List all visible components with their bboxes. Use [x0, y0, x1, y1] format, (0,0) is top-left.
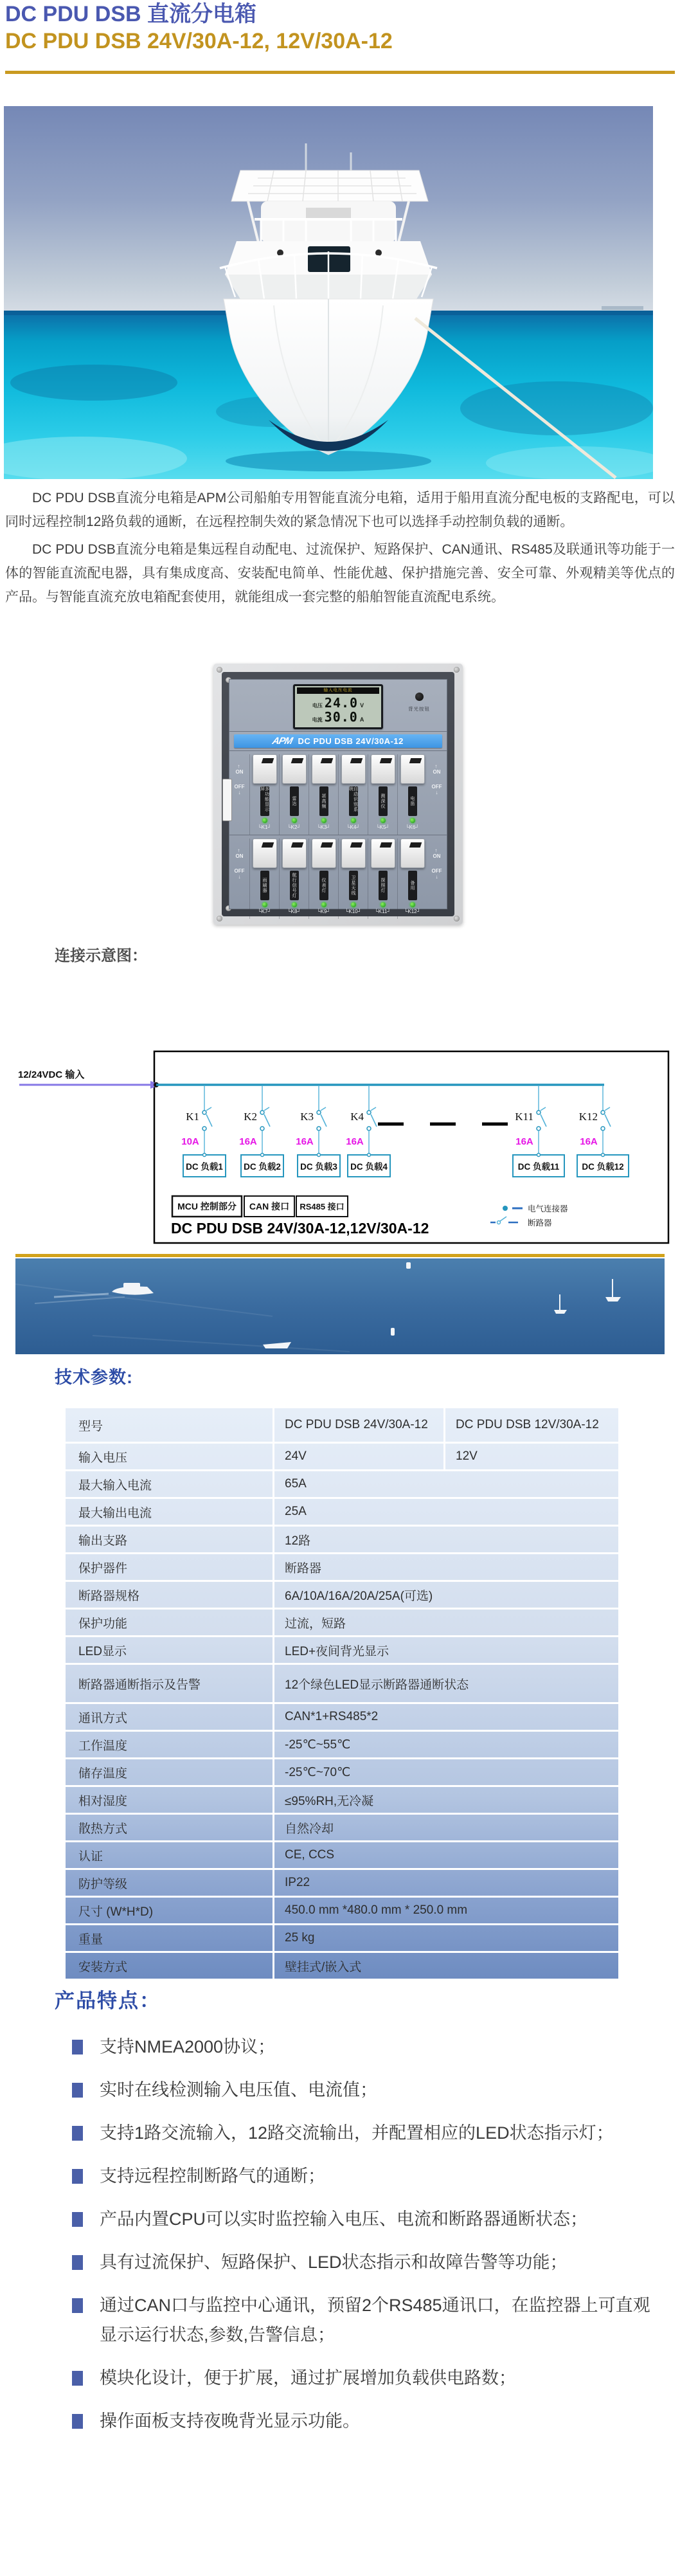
bullet-square-icon [72, 2040, 83, 2054]
diagram-channels [181, 1085, 629, 1177]
connector-icon [318, 1154, 321, 1157]
bullet-square-icon [72, 2414, 83, 2429]
feature-text: 支持远程控制断路气的通断； [100, 2166, 325, 2186]
breaker-switch [341, 839, 366, 868]
breaker-row-1 [229, 750, 447, 835]
breaker-handle-icon [320, 758, 333, 763]
breaker-label-plate [408, 786, 417, 816]
connector-icon [503, 1206, 508, 1211]
feature-item [72, 2290, 657, 2350]
breaker-cell [279, 839, 309, 919]
connector-icon [317, 1127, 321, 1130]
spec-label: 储存温度 [66, 1759, 274, 1785]
lcd-current-label: 电流 [312, 717, 323, 723]
breaker-handle-icon [350, 842, 362, 848]
breaker-icon [206, 1114, 212, 1127]
breaker-handle-icon [320, 842, 333, 848]
intro-section [5, 486, 675, 609]
hero-boat-photo [4, 106, 653, 479]
panel-face [229, 679, 447, 914]
table-row [66, 1471, 618, 1499]
spec-label: 输出支路 [66, 1527, 274, 1552]
breaker-switch [400, 754, 425, 784]
spec-label: 认证 [66, 1842, 274, 1868]
spec-label: 最大输入电流 [66, 1471, 274, 1497]
breaker-switch [282, 839, 307, 868]
breaker-led [410, 902, 415, 907]
feature-text: 支持1路交流输入，12路交流输出，并配置相应的LED状态指示灯； [100, 2123, 614, 2143]
screw-icon [454, 667, 460, 673]
features-list [72, 2032, 657, 2449]
spec-value: DC PDU DSB 12V/30A-12 [456, 1418, 599, 1431]
header [5, 1, 675, 55]
spec-label: 最大输出电流 [66, 1499, 274, 1525]
feature-text: 支持NMEA2000协议； [100, 2037, 276, 2056]
breaker-label-plate [319, 871, 328, 900]
breaker-icon [497, 1221, 501, 1224]
spec-label: 保护器件 [66, 1554, 274, 1580]
breaker-row-2 [229, 835, 447, 919]
breaker-icon-blade [500, 1217, 506, 1221]
table-row [66, 1759, 618, 1787]
load-box-label: DC 负载11 [517, 1162, 560, 1172]
spec-label: 散热方式 [66, 1815, 274, 1840]
breaker-label-plate [260, 786, 269, 816]
channel-k-label: K4 [350, 1111, 364, 1123]
breaker-cells [249, 839, 427, 919]
breaker-icon [371, 1114, 377, 1127]
breaker-k-label: └K8┘ [287, 909, 301, 914]
spec-label: 相对湿度 [66, 1787, 274, 1813]
breaker-contact-tick [605, 1107, 610, 1111]
off-label: OFF ↓ [234, 784, 245, 795]
panel-display-zone [229, 680, 447, 732]
legend-breaker-label: 断路器 [528, 1219, 552, 1228]
breaker-k-label: └K2┘ [287, 824, 301, 830]
off-label: OFF ↓ [234, 868, 245, 880]
breaker-load-name: 雷达 [292, 796, 296, 806]
breaker-led [380, 818, 386, 823]
connector-icon [261, 1154, 264, 1157]
intro-paragraph-1: DC PDU DSB直流分电箱是APM公司船舶专用智能直流分电箱，适用于船用直流分配电板的支路配电，可以同时远程控制12路负载的通断，在远程控制失效的紧急情况下也可以选择手动控制负载的通断。 [5, 491, 675, 529]
breaker-led [410, 818, 415, 823]
backlight-button-icon [415, 693, 424, 701]
spec-label: 防护等级 [66, 1870, 274, 1896]
spec-value: 12路 [285, 1534, 311, 1548]
spec-label: 断路器规格 [66, 1582, 274, 1608]
breaker-handle-icon [409, 842, 422, 848]
on-label: ↑ ON [235, 763, 244, 775]
load-box-label: DC 负载3 [300, 1162, 337, 1172]
brand-logo: APM [271, 736, 294, 747]
boat-photo-illustration [4, 106, 653, 479]
features-heading: 产品特点： [55, 1990, 161, 2012]
breaker-k-label: └K10┘ [344, 909, 362, 914]
table-row [66, 1704, 618, 1732]
table-row [66, 1582, 618, 1610]
breaker-icon [321, 1114, 327, 1127]
table-row [66, 1499, 618, 1527]
lcd-voltage-value: 24.0 [324, 695, 359, 711]
panel-handle-slot [222, 779, 232, 821]
lcd-voltage-unit: V [360, 702, 364, 709]
breaker-switch [400, 839, 425, 868]
spec-label: 尺寸 (W*H*D) [66, 1898, 274, 1923]
connector-icon [260, 1111, 264, 1114]
breaker-load-name: 卫星天线 [351, 875, 355, 896]
on-off-side-labels [229, 754, 249, 835]
breaker-k-label: └K12┘ [404, 909, 421, 914]
breaker-k-label: └K1┘ [257, 824, 272, 830]
connector-icon [260, 1127, 264, 1130]
breaker-icon [541, 1114, 546, 1127]
table-row [66, 1787, 618, 1815]
spec-value: -25℃~55℃ [285, 1737, 351, 1752]
connector-icon [367, 1127, 371, 1130]
spec-value: 24V [274, 1444, 445, 1469]
breaker-handle-icon [291, 758, 303, 763]
feature-item [72, 2118, 657, 2148]
breaker-load-name: 雨刷器 [262, 878, 267, 893]
breaker-label-plate [319, 786, 328, 816]
breaker-k-label: └K9┘ [316, 909, 331, 914]
breaker-contact-tick [541, 1107, 546, 1111]
on-label: ↑ ON [235, 848, 244, 859]
breaker-switch [371, 839, 395, 868]
feature-text: 操作面板支持夜晚背光显示功能。 [100, 2411, 360, 2431]
breaker-icon [264, 1114, 270, 1127]
spec-value: DC PDU DSB 24V/30A-12 [274, 1408, 445, 1442]
connector-icon [202, 1127, 206, 1130]
spec-value: 壁挂式/嵌入式 [285, 1960, 362, 1974]
breaker-switch [371, 754, 395, 784]
breaker-switch [312, 754, 336, 784]
breaker-handle-icon [379, 758, 392, 763]
connector-icon [202, 1111, 206, 1114]
feature-item [72, 2363, 657, 2393]
breaker-switch [282, 754, 307, 784]
spec-value: 65A [285, 1477, 307, 1491]
off-label: OFF ↓ [431, 868, 442, 880]
screw-icon [217, 916, 222, 921]
spec-label: 通讯方式 [66, 1704, 274, 1730]
feature-text: 具有过流保护、短路保护、LED状态指示和故障告警等功能； [100, 2253, 568, 2272]
spec-value: 12个绿色LED显示断路器通断状态 [285, 1678, 469, 1692]
table-row [66, 1925, 618, 1953]
channel-rating-label: 16A [515, 1136, 533, 1147]
table-row [66, 1610, 618, 1637]
feature-text: 实时在线检测输入电压值、电流值； [100, 2080, 377, 2100]
spec-label: 安装方式 [66, 1953, 274, 1979]
connector-icon [537, 1111, 541, 1114]
table-row [66, 1665, 618, 1704]
channel-rating-label: 16A [296, 1136, 314, 1147]
breaker-label-plate [290, 786, 299, 816]
panel-outer-frame [213, 664, 463, 925]
screw-icon [217, 667, 222, 673]
spec-value: 6A/10A/16A/20A/25A(可选) [285, 1589, 433, 1603]
backlight-button-label: 背光按钮 [408, 706, 430, 712]
lcd-current-unit: A [359, 716, 364, 723]
feature-item [72, 2406, 657, 2436]
off-label: OFF ↓ [431, 784, 442, 795]
sea-illustration [15, 1258, 665, 1354]
breaker-load-name: 探照灯 [380, 878, 385, 893]
on-off-side-labels [427, 839, 447, 919]
connector-icon [601, 1127, 605, 1130]
breaker-handle-icon [261, 758, 274, 763]
spec-label: 工作温度 [66, 1732, 274, 1757]
breaker-k-label: └K4┘ [346, 824, 361, 830]
table-row [66, 1637, 618, 1665]
sea-banner-photo [15, 1258, 665, 1354]
spec-label: 断路器通断指示及告警 [66, 1665, 274, 1702]
lcd-voltage-label: 电压 [312, 703, 323, 709]
breaker-load-name: 甚高频 [321, 794, 326, 809]
page-title: DC PDU DSB 直流分电箱 [5, 2, 257, 26]
breaker-label-plate [379, 786, 388, 816]
breaker-switch [341, 754, 366, 784]
on-label: ↑ ON [433, 763, 441, 775]
breaker-icon [605, 1114, 611, 1127]
diagram-caption: 连接示意图： [55, 947, 147, 965]
spec-value: CAN*1+RS485*2 [285, 1710, 379, 1723]
breaker-cell [249, 754, 279, 835]
breaker-contact-tick [206, 1107, 211, 1111]
can-module-label: CAN 接口 [249, 1201, 290, 1211]
spec-table [66, 1408, 618, 1979]
breaker-load-name: 备用 [410, 880, 415, 891]
table-row [66, 1842, 618, 1870]
on-off-side-labels [229, 839, 249, 919]
breaker-led [262, 818, 267, 823]
table-row [66, 1870, 618, 1898]
breaker-label-plate [260, 871, 269, 900]
breaker-cell [368, 754, 397, 835]
breaker-k-label: └K11┘ [375, 909, 391, 914]
breaker-cell [368, 839, 397, 919]
load-box-label: DC 负载2 [244, 1162, 281, 1172]
page-subtitle: DC PDU DSB 24V/30A-12, 12V/30A-12 [5, 29, 393, 53]
breaker-handle-icon [261, 842, 274, 848]
channel-k-label: K12 [578, 1111, 598, 1123]
spec-value: CE, CCS [285, 1848, 335, 1862]
connection-diagram [0, 1048, 680, 1254]
connector-icon [203, 1154, 206, 1157]
table-row [66, 1554, 618, 1582]
load-box-label: DC 负载12 [582, 1162, 624, 1172]
channel-k-label: K2 [244, 1111, 257, 1123]
breaker-led [321, 818, 327, 823]
mcu-module-label: MCU 控制部分 [177, 1201, 237, 1211]
load-box-label: DC 负载1 [186, 1162, 223, 1172]
breaker-contact-tick [371, 1107, 376, 1111]
breaker-led [321, 902, 327, 907]
diagram-legend [490, 1204, 568, 1228]
breaker-label-plate [408, 871, 417, 900]
breaker-cell [309, 754, 338, 835]
spec-label: 型号 [66, 1408, 274, 1442]
breaker-load-name: 多功能显示屏 [260, 786, 269, 812]
channel-k-label: K1 [186, 1111, 199, 1123]
breaker-k-label: └K6┘ [405, 824, 420, 830]
spec-value: 过流，短路 [285, 1617, 346, 1631]
panel-bezel [222, 672, 454, 916]
channel-k-label: K3 [300, 1111, 314, 1123]
spec-value: 25 kg [285, 1931, 315, 1945]
spec-value: 450.0 mm *480.0 mm * 250.0 mm [285, 1903, 468, 1917]
breaker-led [351, 902, 356, 907]
lcd-header-label: 输入电压电流 [297, 687, 379, 694]
breaker-handle-icon [409, 758, 422, 763]
spec-value: 25A [285, 1505, 307, 1518]
breaker-led [292, 818, 297, 823]
breaker-load-name: 仪表灯 [321, 878, 326, 893]
intro-paragraph-2: DC PDU DSB直流分电箱是集远程自动配电、过流保护、短路保护、CAN通讯、RS485及联通讯等功能于一体的智能直流配电器，具有集成度高、安装配电简单、性能优越、保护措施完善、安全可靠、外观精美等优点的产品。与智能直流充放电箱配套使用，就能组成一套完整的船舶智能直流配电系统。 [5, 542, 675, 604]
spec-value: IP22 [285, 1876, 310, 1889]
diagram-title: DC PDU DSB 24V/30A-12,12V/30A-12 [171, 1220, 429, 1237]
channel-rating-label: 10A [181, 1136, 199, 1147]
breaker-cell [338, 839, 368, 919]
feature-text: 产品内置CPU可以实时监控输入电压、电流和断路器通断状态； [100, 2209, 588, 2229]
connector-icon [537, 1154, 541, 1157]
feature-item [72, 2075, 657, 2105]
breaker-led [262, 902, 267, 907]
bullet-square-icon [72, 2371, 83, 2386]
breaker-label-plate [349, 786, 358, 816]
spec-label: 重量 [66, 1925, 274, 1951]
breaker-label-plate [379, 871, 388, 900]
breaker-contact-tick [264, 1107, 269, 1111]
breaker-led [292, 902, 297, 907]
spec-value: ≤95%RH,无冷凝 [285, 1794, 374, 1808]
connector-icon [317, 1111, 321, 1114]
spec-value: LED+夜间背光显示 [285, 1644, 389, 1658]
title-underline [5, 71, 675, 74]
diagram-input-label: 12/24VDC 输入 [18, 1069, 85, 1080]
breaker-cell [309, 839, 338, 919]
bullet-square-icon [72, 2126, 83, 2141]
breaker-handle-icon [291, 842, 303, 848]
feature-item [72, 2247, 657, 2277]
bullet-square-icon [72, 2083, 83, 2098]
table-row [66, 1732, 618, 1759]
channel-rating-label: 16A [580, 1136, 598, 1147]
rs485-module-label: RS485 接口 [300, 1202, 344, 1211]
table-row [66, 1444, 618, 1471]
connector-icon [368, 1154, 371, 1157]
breaker-cell [397, 839, 427, 919]
panel-brand-strip [234, 734, 442, 748]
breaker-contact-tick [321, 1107, 326, 1111]
on-label: ↑ ON [433, 848, 441, 859]
spec-value: 12V [456, 1449, 478, 1463]
load-box-label: DC 负载4 [350, 1162, 388, 1172]
bullet-square-icon [72, 2169, 83, 2184]
screw-icon [454, 916, 460, 921]
backlight-button [408, 693, 430, 712]
feature-item [72, 2161, 657, 2191]
on-off-side-labels [427, 754, 447, 835]
panel-model-label: DC PDU DSB 24V/30A-12 [298, 736, 404, 746]
lcd-current-value: 30.0 [324, 709, 358, 725]
breaker-load-name: 自动识别系统 [348, 786, 358, 812]
breaker-k-label: └K3┘ [316, 824, 331, 830]
spec-value: 自然冷却 [285, 1822, 334, 1836]
breaker-load-name: 电笛 [410, 796, 415, 806]
breaker-cell [397, 754, 427, 835]
breaker-led [380, 902, 386, 907]
breaker-label-plate [349, 871, 358, 900]
breaker-switch [253, 839, 277, 868]
connector-icon [367, 1111, 371, 1114]
connector-icon [601, 1111, 605, 1114]
breaker-switch [253, 754, 277, 784]
feature-item [72, 2032, 657, 2062]
breaker-label-plate [290, 871, 299, 900]
bullet-square-icon [72, 2298, 83, 2313]
spec-label: LED显示 [66, 1637, 274, 1663]
channel-rating-label: 16A [239, 1136, 257, 1147]
bullet-square-icon [72, 2255, 83, 2270]
legend-connector-label: 电气连接器 [528, 1204, 568, 1213]
table-row [66, 1815, 618, 1842]
breaker-handle-icon [379, 842, 392, 848]
breaker-cells [249, 754, 427, 835]
breaker-handle-icon [350, 758, 362, 763]
breaker-k-label: └K7┘ [257, 909, 272, 914]
channel-rating-label: 16A [346, 1136, 364, 1147]
channel-k-label: K11 [515, 1111, 533, 1123]
product-panel-photo [213, 664, 463, 925]
spec-label: 保护功能 [66, 1610, 274, 1635]
connector-icon [537, 1127, 541, 1130]
breaker-switch [312, 839, 336, 868]
tech-params-heading: 技术参数: [55, 1368, 133, 1387]
connector-icon [602, 1154, 605, 1157]
table-row [66, 1898, 618, 1925]
table-row [66, 1953, 618, 1979]
table-row [66, 1527, 618, 1554]
breaker-cell [249, 839, 279, 919]
breaker-load-name: 测深仪 [380, 794, 385, 809]
spec-value: -25℃~70℃ [285, 1765, 351, 1779]
breaker-cell [338, 754, 368, 835]
spec-value: 断路器 [285, 1561, 322, 1575]
feature-text: 通过CAN口与监控中心通讯，预留2个RS485通讯口，在监控器上可直观显示运行状态,参数,告警信息； [100, 2296, 650, 2345]
breaker-k-label: └K5┘ [375, 824, 390, 830]
bullet-square-icon [72, 2212, 83, 2227]
table-row [66, 1408, 618, 1444]
gold-divider [15, 1254, 665, 1257]
feature-text: 模块化设计，便于扩展，通过扩展增加负载供电路数； [100, 2368, 516, 2388]
breaker-led [351, 818, 356, 823]
spec-label: 输入电压 [66, 1444, 274, 1469]
lcd-display [293, 684, 383, 729]
breaker-load-name: 航行信号灯 [292, 873, 296, 898]
feature-item [72, 2204, 657, 2234]
breaker-cell [279, 754, 309, 835]
